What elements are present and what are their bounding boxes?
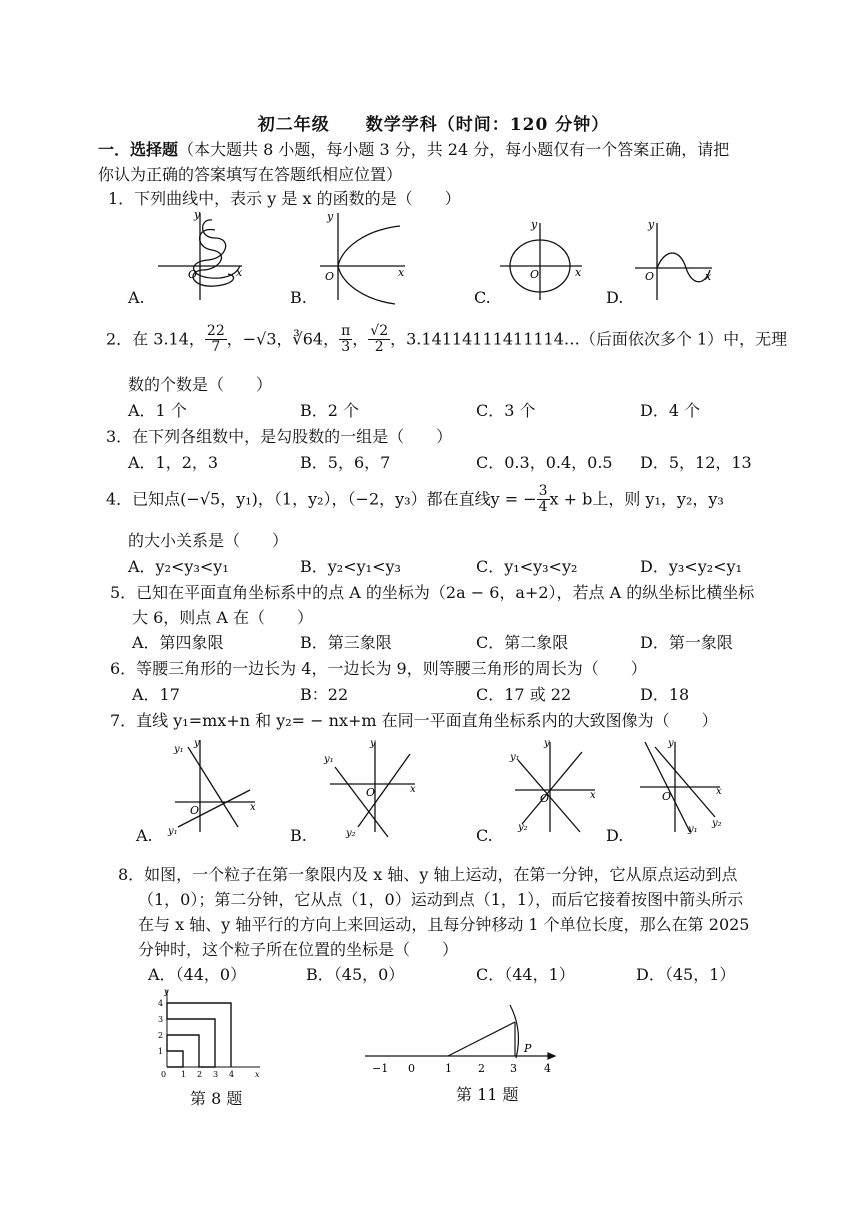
figure-11-caption: 第 11 题 bbox=[456, 1085, 519, 1104]
q1-option-a: A. bbox=[128, 288, 145, 307]
q4-line2: 的大小关系是（ ） bbox=[128, 531, 289, 550]
fig11-tick-3: 3 bbox=[510, 1062, 517, 1075]
q4-line1 bbox=[106, 484, 724, 516]
q7c-y2-label: y₂ bbox=[518, 822, 528, 833]
q1d-y-label: y bbox=[648, 218, 655, 231]
q7b-y1-label: y₁ bbox=[324, 754, 334, 765]
q7d-y2-label: y₂ bbox=[712, 818, 722, 829]
q7d-y1-label: y₁ bbox=[688, 824, 698, 835]
q1a-x-label: x bbox=[236, 266, 243, 279]
q1-graph-d bbox=[635, 223, 712, 300]
q4-suffix: x + b上，则 y₁，y₂，y₃ bbox=[549, 489, 724, 509]
q1c-y-label: y bbox=[531, 218, 538, 231]
q1a-o-label: O bbox=[188, 268, 198, 281]
q7a-x-label: x bbox=[250, 802, 256, 813]
q1d-o-label: O bbox=[645, 270, 655, 283]
q6-option-c: C．17 或 22 bbox=[476, 685, 572, 704]
q6-option-a: A．17 bbox=[132, 685, 180, 704]
fig11-tick-0: 0 bbox=[408, 1062, 415, 1075]
q8-option-c: C．（44，1） bbox=[476, 965, 575, 984]
q7c-o-label: O bbox=[540, 792, 550, 805]
q7a-y1b-label: y₁ bbox=[168, 826, 178, 837]
q1-graph-c bbox=[500, 223, 582, 300]
q4-option-b: B．y₂<y₁<y₃ bbox=[300, 557, 401, 576]
q7a-y-label: y bbox=[194, 738, 200, 749]
q5-line1: 5．已知在平面直角坐标系中的点 A 的坐标为（2a − 6，a+2），若点 A 的纵坐标比横坐标 bbox=[110, 583, 755, 602]
q4-option-d: D．y₃<y₂<y₁ bbox=[640, 557, 743, 576]
q3-option-d: D．5，12，13 bbox=[640, 453, 752, 472]
q7-stem: 7．直线 y₁=mx+n 和 y₂= − nx+m 在同一平面直角坐标系内的大致图像为（ ） bbox=[110, 711, 718, 730]
q2-line2: 数的个数是（ ） bbox=[128, 375, 273, 394]
q7b-y2-label: y₂ bbox=[346, 828, 356, 839]
q1c-x-label: x bbox=[575, 266, 582, 279]
q2-frac3-den: 2 bbox=[374, 339, 384, 356]
q1c-o-label: O bbox=[530, 268, 540, 281]
q7c-x-label: x bbox=[590, 790, 596, 801]
fig8-tick-x1: 1 bbox=[181, 1070, 187, 1079]
q8-line1: 8．如图，一个粒子在第一象限内及 x 轴、y 轴上运动，在第一分钟，它从原点运动到点 bbox=[118, 865, 738, 884]
q8-line3: 在与 x 轴、y 轴平行的方向上来回运动，且每分钟移动 1 个单位长度，那么在第 2025 bbox=[138, 915, 750, 934]
fig8-tick-x4: 4 bbox=[229, 1070, 235, 1079]
figure-8 bbox=[155, 985, 265, 1080]
q7-option-b: B. bbox=[290, 826, 307, 845]
q1d-x-label: x bbox=[705, 270, 712, 283]
q2-line1: 2．在 3.14， $\frac{22}{7}$ ，−√3，∛64， $\frac{\pi}{3}$ ， $\frac{√2}{2}$ ，3.14114111411114…（后面依次多个 1）中，无理 bbox=[106, 323, 788, 356]
q1-graph-b bbox=[320, 213, 405, 304]
q4-option-a: A．y₂<y₃<y₁ bbox=[128, 557, 229, 576]
q8-line2: （1，0）；第二分钟，它从点（1，0）运动到点（1，1），而后它接着按图中箭头所示 bbox=[138, 890, 744, 909]
q6-stem: 6．等腰三角形的一边长为 4，一边长为 9，则等腰三角形的周长为（ ） bbox=[110, 659, 647, 678]
q7a-y1-label: y₁ bbox=[174, 744, 184, 755]
q2-option-d: D．4 个 bbox=[640, 401, 701, 420]
q5-option-a: A．第四象限 bbox=[132, 633, 224, 652]
q2-option-a: A．1 个 bbox=[128, 401, 187, 420]
q7-graph-d bbox=[640, 742, 720, 832]
q7d-o-label: O bbox=[662, 790, 672, 803]
q7-graph-a bbox=[175, 740, 255, 832]
fig8-tick-x3: 3 bbox=[213, 1070, 219, 1079]
q2-frac1-num: 22 bbox=[206, 323, 225, 339]
q7d-x-label: x bbox=[716, 786, 722, 797]
q1-option-c: C. bbox=[474, 288, 491, 307]
q7a-o-label: O bbox=[190, 804, 200, 817]
q7b-y-label: y bbox=[370, 738, 376, 749]
q1b-x-label: x bbox=[398, 266, 405, 279]
q2-option-b: B．2 个 bbox=[300, 401, 360, 420]
q2-option-c: C．3 个 bbox=[476, 401, 536, 420]
q2-roots: ，−√3，∛64， bbox=[226, 329, 340, 349]
q1-option-d: D. bbox=[606, 288, 624, 307]
q3-stem: 3．在下列各组数中，是勾股数的一组是（ ） bbox=[106, 427, 453, 446]
q8-line4: 分钟时，这个粒子所在位置的坐标是（ ） bbox=[138, 940, 459, 959]
fig11-tick-2: 2 bbox=[478, 1062, 485, 1075]
q2-frac2 bbox=[339, 324, 352, 356]
q4-frac bbox=[537, 484, 550, 516]
q2-frac1-den: 7 bbox=[211, 339, 221, 356]
q7-graph-c bbox=[515, 742, 595, 832]
page-title: 初二年级 数学学科（时间：120 分钟） bbox=[257, 115, 610, 135]
q4-frac-den: 4 bbox=[538, 499, 548, 516]
q2-frac2-num: π bbox=[341, 323, 351, 339]
q5-option-c: C．第二象限 bbox=[476, 633, 569, 652]
q4-frac-num: 3 bbox=[538, 483, 548, 499]
q7d-y-label: y bbox=[668, 738, 674, 749]
fig8-y-label: y bbox=[164, 987, 169, 996]
q6-option-d: D．18 bbox=[640, 685, 690, 704]
fig11-point-label: P bbox=[524, 1042, 532, 1055]
q1-stem: 1．下列曲线中，表示 y 是 x 的函数的是（ ） bbox=[108, 189, 461, 208]
q5-line2: 大 6，则点 A 在（ ） bbox=[132, 608, 313, 627]
fig8-tick-x0: 0 bbox=[161, 1070, 167, 1079]
q7-option-c: C. bbox=[476, 826, 493, 845]
q5-option-d: D．第一象限 bbox=[640, 633, 733, 652]
q7c-y-label: y bbox=[544, 738, 550, 749]
q2-frac3 bbox=[368, 324, 390, 356]
q4-option-c: C．y₁<y₃<y₂ bbox=[476, 557, 578, 576]
instruction-line1: （本大题共 8 小题，每小题 3 分，共 24 分，每小题仅有一个答案正确，请把 bbox=[178, 140, 730, 159]
fig8-tick-y2: 2 bbox=[158, 1031, 164, 1040]
q2-frac3-num: √2 bbox=[370, 323, 389, 339]
fig11-tick-1: 1 bbox=[445, 1062, 452, 1075]
fig8-x-label: x bbox=[255, 1070, 260, 1079]
fig8-tick-x2: 2 bbox=[197, 1070, 203, 1079]
q2-frac2-den: 3 bbox=[341, 339, 351, 356]
fig8-tick-y3: 3 bbox=[158, 1015, 164, 1024]
fig11-tick-4: 4 bbox=[544, 1062, 551, 1075]
q8-option-d: D．（45，1） bbox=[636, 965, 736, 984]
q2-suffix: ，3.14114111411114…（后面依次多个 1）中，无理 bbox=[390, 329, 788, 349]
q2-frac1 bbox=[205, 324, 227, 356]
instruction-line2: 你认为正确的答案填写在答题纸相应位置） bbox=[98, 165, 403, 184]
q8-option-b: B．（45，0） bbox=[306, 965, 405, 984]
q1b-o-label: O bbox=[325, 270, 335, 283]
q2-prefix: 2．在 3.14， bbox=[106, 329, 205, 349]
q6-option-b: B：22 bbox=[300, 685, 349, 704]
q1-graph-a bbox=[158, 213, 242, 300]
section-heading: 一．选择题 bbox=[98, 140, 179, 159]
q8-option-a: A．（44，0） bbox=[148, 965, 247, 984]
fig11-tick-neg1: −1 bbox=[372, 1062, 389, 1075]
fig8-tick-y4: 4 bbox=[158, 999, 164, 1008]
q3-option-a: A．1，2，3 bbox=[128, 453, 219, 472]
figure-8-caption: 第 8 题 bbox=[190, 1089, 243, 1108]
q7c-y1-label: y₁ bbox=[510, 752, 520, 763]
q1-option-b: B. bbox=[290, 288, 307, 307]
figure-11 bbox=[360, 1000, 560, 1080]
q3-option-c: C．0.3，0.4，0.5 bbox=[476, 453, 613, 472]
q7-option-d: D. bbox=[606, 826, 624, 845]
q7-option-a: A. bbox=[136, 826, 153, 845]
q7-graphs bbox=[130, 732, 750, 842]
q7b-o-label: O bbox=[366, 786, 376, 799]
q7b-x-label: x bbox=[410, 784, 416, 795]
section-instruction bbox=[98, 137, 729, 160]
q1a-y-label: y bbox=[194, 208, 201, 221]
q4-prefix: 4．已知点(−√5，y₁)，（1，y₂），（−2，y₃）都在直线y = − bbox=[106, 489, 537, 509]
q1b-y-label: y bbox=[327, 210, 334, 223]
fig8-tick-y1: 1 bbox=[158, 1047, 164, 1056]
q3-option-b: B．5，6，7 bbox=[300, 453, 391, 472]
q5-option-b: B．第三象限 bbox=[300, 633, 392, 652]
